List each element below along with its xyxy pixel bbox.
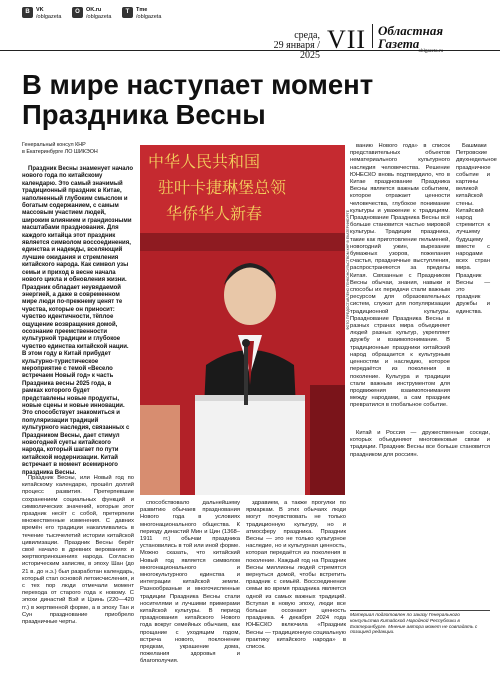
body-text: ванию Нового года» в список представительных объектов нематериального культурного наследия человечества. Решение ЮНЕСКО вновь подтвердило, что в Китае празднование Праздника Весны является важным событием, которое отражает ценности человечества, глубокое понимание культуры и уважение к традициям. Празднование Праздника Весны всё больше становится частью мировой культуры. Традиции праздника, такие как приготовление пельменей, новогодний ужин, вырезание бумажных узоров, пожелания счастья, праздничные выступления, распространяются за пределы Китая. Связанные с Праздником Весны обычаи, знания, навыки и способы их передачи стали важным ресурсом для образовательных систем, служат для популяризации традиционной культуры. Празднование Праздника Весны в разных странах мира объединяет людей разных культур, укрепляет дружбу и взаимопонимание. В традиционные праздники китайский народ обращается к культурным ценностям и наследию, которое передаётся из поколения в поколение. Культура и традиции стали важным инструментом для продвижения взаимопонимания между народами, а сам праздник превратился в глобальное событие. <box>350 143 450 409</box>
body-text: Китай и Россия — дружественные соседи, которых объединяют многовековые связи и традиции. Праздник Весны все больше становится праздником для россиян. <box>350 430 490 458</box>
brand-site: oblgazeta.ru <box>418 49 444 54</box>
social-handle: /oblgazeta <box>136 13 162 20</box>
divider <box>372 24 373 48</box>
body-text: Башмаки Петровские двухнедельное праздничное событие и картины великой китайской стены. Китайский народ стремится к лучшему будущему вместе с народами всех стран мира. Праздник Весны — это праздник дружбы и единства. <box>456 143 497 315</box>
byline-line2: в Екатеринбурге ЛО ШИКЭОН <box>22 148 98 155</box>
lead-paragraph <box>22 166 134 477</box>
lead-text: Праздник Весны знаменует начало нового года по китайскому календарю. Это самый значимый традиционный праздник в Китае, наполненный глубоким смыслом и богатым содержанием, с самым массовым участием людей, широким влиянием и грандиозными масштабами празднования. Для каждого китайца этот праздник является символом воссоединения, единства и надежды, вселяющий лучшие ожидания и стремления китайского народа. Как символ узы семьи и приход в весне начала нового цикла и обновления жизни. Праздник обладает неувядаемой энергией, а даже в современном мире люди по-прежнему ценят те чувства, которые он приносит: чувство идентичности, тёплое ощущение возвращения домой, осознание преемственности культурной традиции и глубокое чувство единства китайской нации. В этом году в Китай прибудет культурно-туристическое мероприятие с темой «Весело встречаем Новый год» к часть Праздника весны 2025 года, в рамках которого будет представлены новые продукты, новые сцены и новые инновации. Это способствует знакомиться и популяризации традиций культурного наследия, связанных с Праздником Весны, дает стимул новогодней суеты китайского народа, который шагает по пути китайской модернизации. Китай встречает в момент всемирного праздника Весны. <box>22 166 133 476</box>
svg-text:驻叶卡捷琳堡总领: 驻叶卡捷琳堡总领 <box>158 178 287 197</box>
body-column-1 <box>22 475 134 626</box>
masthead <box>0 0 500 61</box>
body-text: Праздник Весны, или Новый год по китайскому календарю, прошёл долгий процесс развития. Претерпевшие сохранением социальных функций и символических значений, которые этот праздник несёт с собой, претерпели множественные изменения. С давних времён его традиции накапливались в течение тысячелетий истории китайской цивилизации. Праздник Весны берёт своё начало в древних верованиях и жертвоприношениях народа. Согласно историческим записям, в эпоху Шан (до 21 в. до н.э.) был разработан календарь, который стал основой летоисчисления, и с тех пор люди отмечали момент перехода от старого года к новому. С эпохи династий Вэй и Цзинь (220—420 гг.) в жертвенной форме, а в эпоху Тан и Сун празднование приобрело праздничные черты. <box>22 475 134 626</box>
weekday: среда, <box>294 30 320 41</box>
social-name: Tme <box>136 7 148 13</box>
vk-icon: В <box>22 7 33 18</box>
body-column-2 <box>140 500 240 666</box>
social-tme[interactable] <box>122 7 161 20</box>
svg-text:华侨华人新春: 华侨华人新春 <box>166 204 263 223</box>
article-photo <box>140 145 345 495</box>
byline <box>22 142 134 155</box>
social-handle: /oblgazeta <box>36 13 62 20</box>
tme-icon: T <box>122 7 133 18</box>
headline: В мире наступает момент Праздника Весны <box>22 69 374 130</box>
byline-line1: Генеральный консул КНР <box>22 142 86 148</box>
page-number: VII <box>327 25 367 54</box>
brand-line2: Газета <box>378 36 420 51</box>
brand-line1: Областная <box>378 23 444 38</box>
ok-icon: О <box>72 7 83 18</box>
social-vk[interactable] <box>22 7 61 20</box>
photo-illustration <box>140 145 345 495</box>
photo-credit: ФОТО ПРЕДОСТАВЛЕНО ГЕНКОНСУЛЬСТВОМ КНР В ЕКАТЕРИНБУРГЕ <box>346 209 350 330</box>
social-name: VK <box>36 7 44 13</box>
body-column-5b <box>350 430 490 459</box>
sponsor-footnote: Материал подготовлен по заказу Генерального консульства Китайской Народной Республики в Екатеринбурге. Мнение автора может не совпадать с позицией редакции. <box>350 610 490 636</box>
body-column-4 <box>350 143 450 410</box>
brand-logo <box>378 24 443 58</box>
svg-text:中华人民共和国: 中华人民共和国 <box>148 152 261 171</box>
social-name: OK.ru <box>86 7 102 13</box>
body-column-5 <box>456 143 497 316</box>
body-text: здравием, а также прогулки по ярмаркам. В этих обычаях люди могут почувствовать не только традиционную культуру, но и атмосферу праздника. Праздник Весны — это не только культурное наследие, но и культурная ценность, которая передаётся из поколения в поколение. Каждый год на Праздник Весны миллионы людей стремятся вернуться домой, чтобы встретить праздник с семьёй. Воссоединение семьи во время праздника является одной из самых важных традиций. Вступая в новую эпоху, люди все больше осознают ценность праздника. 4 декабря 2024 года ЮНЕСКО включила «Праздник Весны — традиционную социальную практику китайского народа» в список. <box>246 500 346 651</box>
issue-date <box>262 31 320 61</box>
social-ok[interactable] <box>72 7 111 20</box>
body-column-3 <box>246 500 346 651</box>
date: 29 января / 2025 <box>273 40 320 61</box>
social-handle: /oblgazeta <box>86 13 112 20</box>
body-text: способствовало дальнейшему развитию обычаев празднования Нового года в условиях многонационального общества. К периоду династий Мин и Цин (1368–1911 гг.) обычаи праздника установились в той или иной форме. Можно сказать, что китайский Новый год является символом многонационального и многокультурного единства и интеграции китайской земли. Разнообразные и многочисленные традиции Праздника Весны стали носителями и лучшими примерами китайской культуры. В период празднования китайского Нового года вокруг семейных обычаев, как прощание с уходящим годом, встреча нового, поклонение предкам, украшение дома, пожелания здоровья и благополучия. <box>140 500 240 665</box>
